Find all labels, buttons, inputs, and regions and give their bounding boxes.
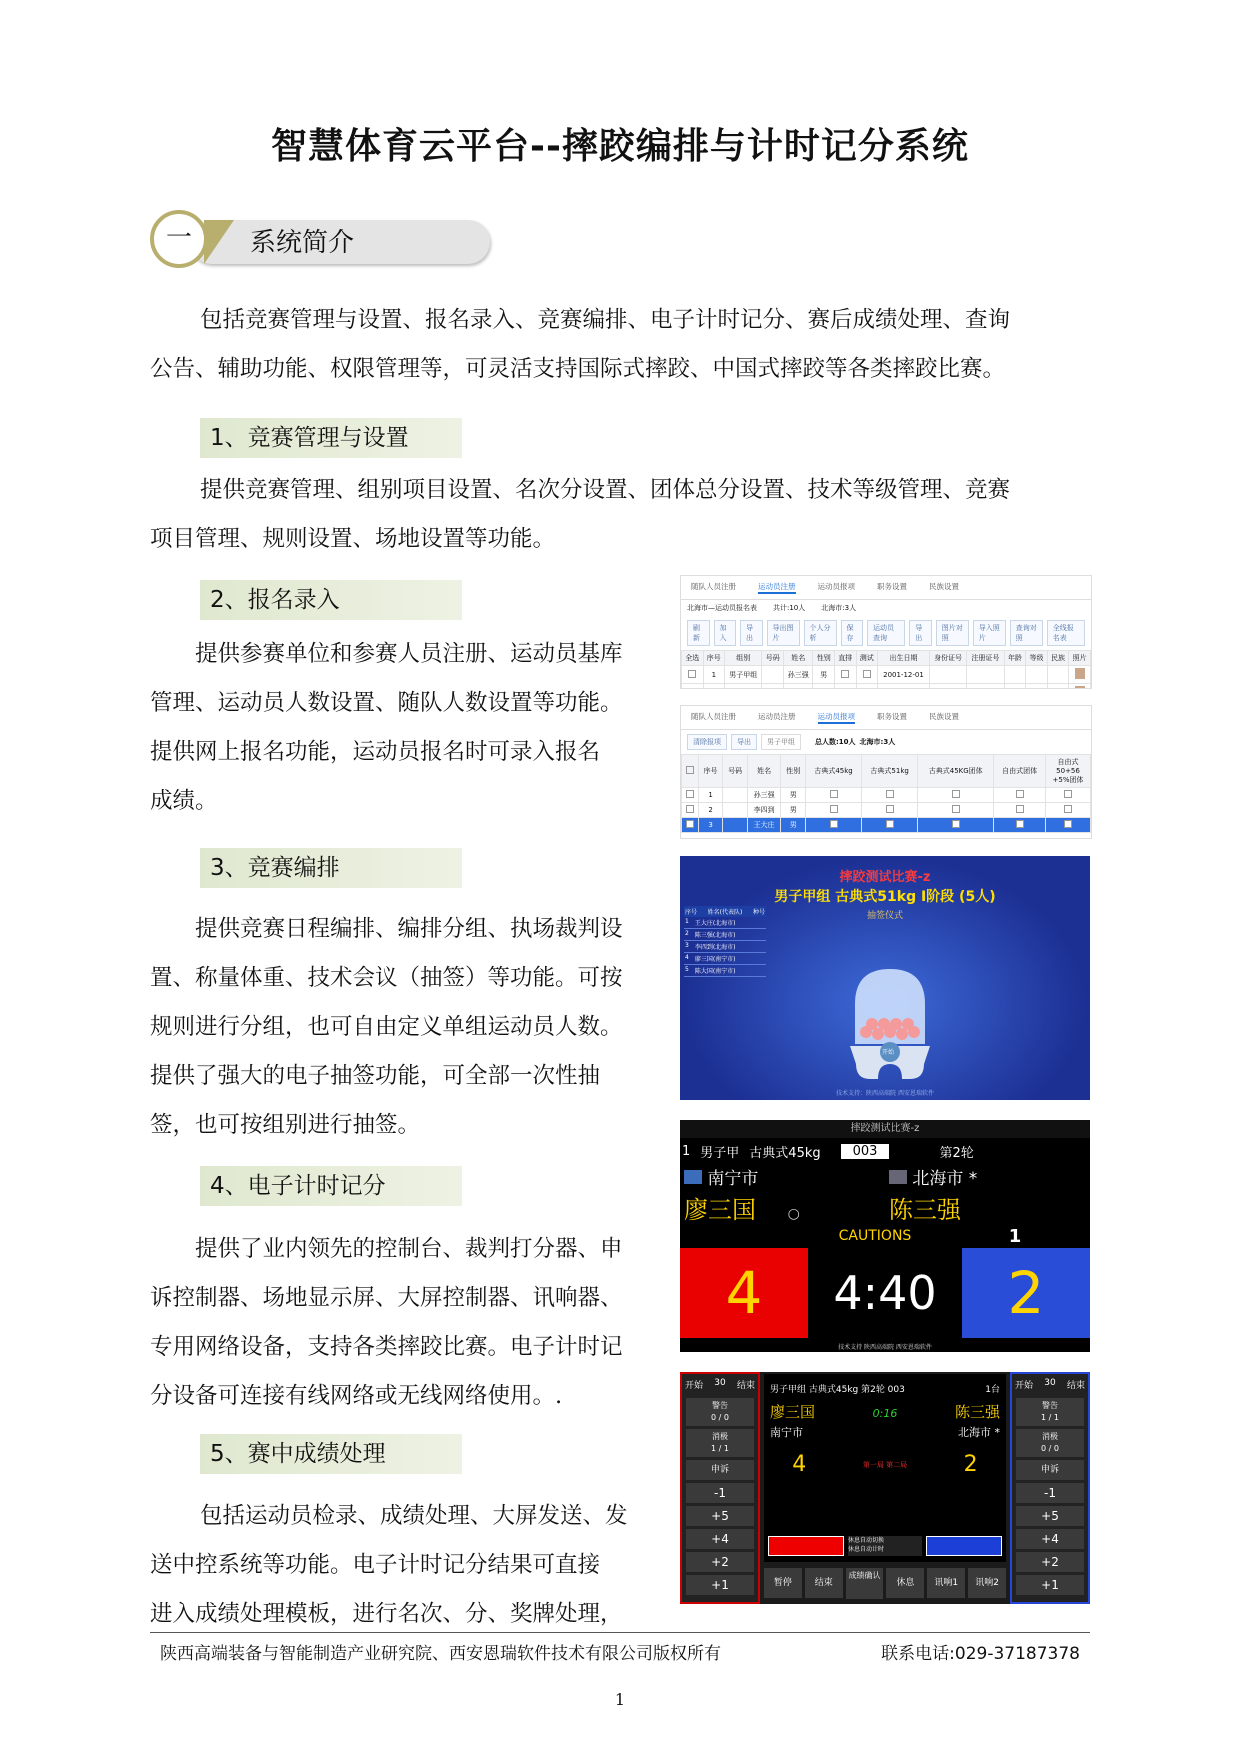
red-warning-control[interactable] bbox=[686, 1398, 754, 1426]
red-team: 南宁市 bbox=[707, 1169, 759, 1189]
blue-score-button[interactable]: +2 bbox=[1016, 1552, 1084, 1572]
red-score-button[interactable]: +4 bbox=[686, 1529, 754, 1549]
red-wrestler-cell bbox=[680, 1190, 885, 1224]
contact-phone: 联系电话:029-37187378 bbox=[881, 1644, 1080, 1664]
blue-input[interactable] bbox=[926, 1536, 1002, 1556]
entry-table bbox=[681, 754, 1091, 833]
cell: 男 bbox=[781, 788, 806, 803]
col-header: 号码 bbox=[723, 755, 748, 788]
red-score: 4 bbox=[725, 1259, 763, 1327]
entry-tabs bbox=[681, 706, 1091, 730]
cell: 1 bbox=[698, 788, 723, 803]
reg-button[interactable]: 刷新 bbox=[687, 620, 710, 646]
end-button[interactable]: 结束 bbox=[736, 1381, 755, 1391]
s3-line: 规则进行分组，也可自由定义单组运动员人数。 bbox=[150, 1014, 623, 1040]
passivity-label: 消极 bbox=[712, 1432, 728, 1441]
row-checkbox[interactable] bbox=[688, 688, 696, 690]
team-row bbox=[680, 1164, 1090, 1188]
s5-line: 送中控系统等功能。电子计时记分结果可直接 bbox=[150, 1552, 601, 1578]
entry-checkbox[interactable] bbox=[1016, 805, 1024, 813]
col-header: 直排 bbox=[835, 651, 857, 666]
draw-name: 陈大国(南宁市) bbox=[694, 968, 736, 975]
console-teams bbox=[764, 1422, 1006, 1442]
passivity-label: 消极 bbox=[1042, 1432, 1058, 1441]
subheading-2: 2、报名录入 bbox=[200, 580, 462, 620]
s4-line: 提供了业内领先的控制台、裁判打分器、申 bbox=[195, 1236, 623, 1262]
s4-line: 分设备可连接有线网络或无线网络使用。. bbox=[150, 1383, 563, 1409]
col-header: 出生日期 bbox=[878, 651, 930, 666]
entry-checkbox[interactable] bbox=[886, 805, 894, 813]
draw-no: 2 bbox=[685, 930, 689, 937]
bout-event: 古典式45kg bbox=[749, 1145, 821, 1161]
entry-city-total: 北海市:3人 bbox=[859, 738, 896, 746]
console-blue-score: 2 bbox=[963, 1452, 978, 1477]
blue-passivity-control[interactable] bbox=[1016, 1429, 1084, 1457]
machine-start-label[interactable]: 开始 bbox=[882, 1049, 895, 1056]
list-item bbox=[684, 941, 766, 953]
entry-checkbox[interactable] bbox=[1016, 820, 1024, 828]
list-header: 序号 bbox=[685, 909, 698, 916]
page-title: 智慧体育云平台--摔跤编排与计时记分系统 bbox=[271, 126, 969, 167]
table-header-row bbox=[682, 651, 1091, 666]
list-header: 姓名(代表队) bbox=[707, 909, 743, 916]
entry-checkbox[interactable] bbox=[952, 820, 960, 828]
section-banner bbox=[150, 210, 490, 270]
clear-entry-button[interactable]: 清除报项 bbox=[687, 734, 727, 750]
rest-button[interactable]: 休息 bbox=[886, 1568, 924, 1598]
s3-line: 提供了强大的电子抽签功能，可全部一次性抽 bbox=[150, 1063, 601, 1089]
cautions-label: CAUTIONS bbox=[838, 1228, 912, 1244]
draw-no: 3 bbox=[685, 942, 689, 949]
subheading-1: 1、竞赛管理与设置 bbox=[200, 418, 462, 458]
cell bbox=[723, 818, 748, 833]
athlete-photo bbox=[1075, 686, 1085, 689]
s2-line: 提供网上报名功能，运动员报名时可录入报名 bbox=[150, 739, 601, 765]
col-header: 注册证号 bbox=[967, 651, 1004, 666]
cell bbox=[813, 684, 835, 690]
cell bbox=[762, 666, 784, 684]
red-score-button[interactable]: +1 bbox=[686, 1575, 754, 1595]
pause-button[interactable]: 暂停 bbox=[764, 1568, 802, 1598]
blue-score-button[interactable]: +4 bbox=[1016, 1529, 1084, 1549]
export-button[interactable]: 导出 bbox=[731, 734, 757, 750]
rest-auto-timing[interactable]: 休息自动计时 bbox=[848, 1546, 885, 1553]
s4-line: 诉控制器、场地显示屏、大屏控制器、讯响器、 bbox=[150, 1285, 623, 1311]
col-header: 古典式45kg bbox=[806, 755, 862, 788]
col-header: 年龄 bbox=[1004, 651, 1026, 666]
tab-escort[interactable]: 随队人员注册 bbox=[691, 712, 736, 721]
table-row[interactable] bbox=[682, 803, 1091, 818]
draw-no: 1 bbox=[685, 918, 689, 925]
s3-paragraph bbox=[150, 905, 670, 1150]
reg-button[interactable]: 个人分析 bbox=[804, 620, 837, 646]
col-header: 测试 bbox=[856, 651, 878, 666]
seconds-value: 30 bbox=[1044, 1378, 1056, 1388]
scoreboard-screenshot bbox=[680, 1120, 1090, 1352]
entry-toolbar bbox=[681, 730, 1091, 754]
buzzer-1-button[interactable]: 讯响1 bbox=[927, 1568, 965, 1598]
tab-ethnic[interactable]: 民族设置 bbox=[929, 582, 959, 591]
s4-paragraph bbox=[150, 1225, 670, 1421]
reg-button[interactable]: 运动员查询 bbox=[867, 620, 905, 646]
cell: 男子甲组 bbox=[725, 666, 762, 684]
reg-toolbar bbox=[681, 616, 1091, 650]
section-label: 系统简介 bbox=[250, 228, 355, 258]
red-wrestler-name: 廖三国 bbox=[684, 1196, 756, 1224]
blue-score-panel bbox=[962, 1248, 1090, 1338]
col-header: 古典式45KG团体 bbox=[918, 755, 994, 788]
blue-score-button[interactable]: -1 bbox=[1016, 1483, 1084, 1503]
group-select[interactable]: 男子甲组 bbox=[761, 734, 801, 750]
red-team-flag-icon bbox=[684, 1170, 702, 1184]
console-mat: 1台 bbox=[985, 1385, 1000, 1395]
s4-line: 专用网络设备，支持各类摔跤比赛。电子计时记 bbox=[150, 1334, 623, 1360]
entry-checkbox[interactable] bbox=[1016, 790, 1024, 798]
draw-list bbox=[684, 906, 766, 977]
col-header: 民族 bbox=[1047, 651, 1069, 666]
draw-no: 4 bbox=[685, 954, 689, 961]
bout-info bbox=[682, 1140, 1088, 1162]
cell: 3 bbox=[698, 818, 723, 833]
reg-button[interactable]: 保存 bbox=[841, 620, 864, 646]
red-timer-controls bbox=[682, 1374, 758, 1395]
reg-total: 共计:10人 bbox=[773, 604, 806, 612]
row-checkbox[interactable] bbox=[686, 820, 694, 828]
reg-form-title: 北海市—运动员报名表 bbox=[687, 604, 757, 612]
col-header: 序号 bbox=[703, 651, 725, 666]
blue-team-flag-icon bbox=[889, 1170, 907, 1184]
table-row[interactable] bbox=[682, 684, 1091, 690]
confirm-result-button[interactable]: 成绩确认 bbox=[846, 1568, 884, 1599]
col-header: 自由式50+56 +5%团体 bbox=[1046, 755, 1091, 788]
entry-checkbox[interactable] bbox=[952, 805, 960, 813]
col-header: 号码 bbox=[762, 651, 784, 666]
list-item bbox=[684, 929, 766, 941]
cell: 1 bbox=[703, 666, 725, 684]
console-scores bbox=[764, 1442, 1006, 1477]
reg-tabs bbox=[681, 576, 1091, 600]
cell: 2001-12-01 bbox=[878, 666, 930, 684]
entry-checkbox[interactable] bbox=[830, 805, 838, 813]
row-checkbox[interactable] bbox=[686, 805, 694, 813]
col-header: 姓名 bbox=[747, 755, 781, 788]
start-button[interactable]: 开始 bbox=[1015, 1381, 1034, 1391]
page-footer bbox=[150, 1632, 1090, 1664]
console-timer: 0:16 bbox=[872, 1407, 898, 1420]
page-number: 1 bbox=[614, 1690, 626, 1709]
table-row[interactable] bbox=[682, 666, 1091, 684]
s5-line: 进入成绩处理模板，进行名次、分、奖牌处理， bbox=[150, 1601, 623, 1627]
cell bbox=[762, 684, 784, 690]
entry-screenshot bbox=[680, 705, 1092, 839]
blue-team: 北海市 * bbox=[912, 1169, 978, 1189]
entry-checkbox[interactable] bbox=[886, 820, 894, 828]
red-control-panel bbox=[680, 1372, 760, 1604]
col-header: 自由式团体 bbox=[994, 755, 1046, 788]
bout-group: 男子甲 bbox=[700, 1145, 740, 1161]
draw-footer: 技术支持：陕西高端院 西安恩瑞软件 bbox=[836, 1090, 934, 1097]
s1-paragraph bbox=[150, 466, 1090, 564]
rest-auto-switch[interactable]: 休息自动切换 bbox=[848, 1537, 885, 1544]
blue-timer-controls bbox=[1012, 1374, 1088, 1395]
seconds-value: 30 bbox=[714, 1378, 726, 1388]
entry-checkbox[interactable] bbox=[1064, 790, 1072, 798]
reg-button[interactable]: 全线报名表 bbox=[1047, 620, 1085, 646]
warning-label: 警告 bbox=[1042, 1401, 1058, 1410]
console-bottom-buttons bbox=[764, 1568, 1006, 1598]
s3-line: 签，也可按组别进行抽签。 bbox=[150, 1112, 421, 1138]
console-names bbox=[764, 1395, 1006, 1422]
blue-score: 2 bbox=[1007, 1259, 1045, 1327]
console-screenshot bbox=[680, 1372, 1090, 1604]
cell bbox=[723, 803, 748, 818]
col-header: 序号 bbox=[698, 755, 723, 788]
tab-duty[interactable]: 职务设置 bbox=[877, 712, 907, 721]
entry-checkbox[interactable] bbox=[886, 790, 894, 798]
tab-athlete-entry[interactable]: 运动员报项 bbox=[818, 711, 856, 724]
col-header: 姓名 bbox=[784, 651, 813, 666]
col-header: 全选 bbox=[682, 651, 704, 666]
reg-button[interactable]: 导入照片 bbox=[973, 620, 1006, 646]
cell: 王大庄 bbox=[747, 818, 781, 833]
match-timer: 4:40 bbox=[833, 1266, 937, 1320]
cell: 孙三强 bbox=[747, 788, 781, 803]
console-red-name: 廖三国 bbox=[770, 1403, 816, 1421]
draw-caption: 抽签仪式 bbox=[866, 911, 903, 921]
reg-button[interactable]: 加入 bbox=[714, 620, 737, 646]
s3-line: 置、称量体重、技术会议（抽签）等功能。可按 bbox=[150, 965, 623, 991]
console-input-row bbox=[764, 1536, 1006, 1556]
warning-value: 0 / 0 bbox=[711, 1413, 729, 1422]
cell: 孙三强 bbox=[784, 666, 813, 684]
bout-number: 003 bbox=[841, 1144, 890, 1159]
reg-city-total: 北海市:3人 bbox=[821, 604, 857, 612]
cell bbox=[878, 684, 930, 690]
start-button[interactable]: 开始 bbox=[685, 1381, 704, 1391]
subheading-3: 3、竞赛编排 bbox=[200, 848, 462, 888]
s1-line: 项目管理、规则设置、场地设置等功能。 bbox=[150, 526, 556, 552]
registration-screenshot bbox=[680, 575, 1092, 689]
draw-list-header bbox=[684, 906, 766, 917]
col-header: 组别 bbox=[725, 651, 762, 666]
reg-button[interactable]: 导出 bbox=[740, 620, 763, 646]
cell: 李四到 bbox=[747, 803, 781, 818]
cell-checkbox[interactable] bbox=[863, 670, 871, 678]
console-bout: 男子甲组 古典式45kg 第2轮 003 bbox=[770, 1385, 905, 1395]
section-number: 一 bbox=[150, 210, 208, 268]
s5-paragraph bbox=[150, 1492, 670, 1639]
cell: 男 bbox=[813, 666, 835, 684]
row-checkbox[interactable] bbox=[686, 790, 694, 798]
list-item bbox=[684, 917, 766, 929]
tab-duty[interactable]: 职务设置 bbox=[877, 582, 907, 591]
reg-button[interactable]: 导出图片 bbox=[767, 620, 800, 646]
blue-team-cell bbox=[885, 1164, 1090, 1188]
tab-ethnic[interactable]: 民族设置 bbox=[929, 712, 959, 721]
blue-control-panel bbox=[1010, 1372, 1090, 1604]
intro-line: 包括竞赛管理与设置、报名录入、竞赛编排、电子计时记分、赛后成绩处理、查询 bbox=[200, 307, 1011, 333]
entry-checkbox[interactable] bbox=[1064, 820, 1072, 828]
col-header: 古典式51kg bbox=[862, 755, 918, 788]
col-header: 性别 bbox=[781, 755, 806, 788]
scoreboard-footer: 技术支持 陕西高端院 西安恩瑞软件 bbox=[838, 1344, 932, 1351]
col-header: 等级 bbox=[1026, 651, 1048, 666]
reg-button[interactable]: 图片对照 bbox=[936, 620, 969, 646]
subheading-4: 4、电子计时记分 bbox=[200, 1166, 462, 1206]
entry-checkbox[interactable] bbox=[830, 790, 838, 798]
blue-score-button[interactable]: +1 bbox=[1016, 1575, 1084, 1595]
intro-paragraph bbox=[150, 296, 1090, 394]
s2-paragraph bbox=[150, 630, 670, 826]
cell: 男 bbox=[781, 803, 806, 818]
entry-checkbox[interactable] bbox=[952, 790, 960, 798]
list-header: 种号 bbox=[752, 909, 765, 916]
warning-label: 警告 bbox=[712, 1401, 728, 1410]
col-header: 身份证号 bbox=[929, 651, 966, 666]
table-row[interactable] bbox=[682, 788, 1091, 803]
draw-no: 5 bbox=[685, 966, 689, 973]
warning-value: 1 / 1 bbox=[1041, 1413, 1059, 1422]
s5-line: 包括运动员检录、成绩处理、大屏发送、发 bbox=[200, 1503, 628, 1529]
mat-number: 1 bbox=[682, 1143, 691, 1159]
end-button[interactable]: 结束 bbox=[1066, 1381, 1085, 1391]
s3-line: 提供竞赛日程编排、编排分组、执场裁判设 bbox=[195, 916, 623, 942]
console-blue-name: 陈三强 bbox=[954, 1403, 1000, 1421]
list-item bbox=[684, 953, 766, 965]
name-row bbox=[680, 1190, 1090, 1224]
cell bbox=[784, 684, 813, 690]
console-blue-team: 北海市 * bbox=[958, 1426, 1000, 1439]
red-input[interactable] bbox=[768, 1536, 844, 1556]
banner-accent bbox=[204, 220, 234, 264]
draw-subtitle: 男子甲组 古典式51kg Ⅰ阶段 (5人) bbox=[774, 889, 996, 905]
cell-checkbox[interactable] bbox=[841, 670, 849, 678]
s2-line: 管理、运动员人数设置、随队人数设置等功能。 bbox=[150, 690, 623, 716]
reg-table bbox=[681, 650, 1091, 689]
red-team-cell bbox=[680, 1164, 885, 1188]
console-red-team: 南宁市 bbox=[770, 1426, 803, 1439]
draw-screenshot bbox=[680, 856, 1090, 1100]
entry-checkbox[interactable] bbox=[830, 820, 838, 828]
s1-line: 提供竞赛管理、组别项目设置、名次分设置、团体总分设置、技术等级管理、竞赛 bbox=[200, 477, 1011, 503]
reg-button[interactable]: 导出 bbox=[909, 620, 932, 646]
console-red-score: 4 bbox=[792, 1452, 807, 1477]
intro-line: 公告、辅助功能、权限管理等，可灵活支持国际式摔跤、中国式摔跤等各类摔跤比赛。 bbox=[150, 356, 1006, 382]
s2-line: 提供参赛单位和参赛人员注册、运动员基库 bbox=[195, 641, 623, 667]
cell: 男 bbox=[781, 818, 806, 833]
console-bout-info bbox=[764, 1374, 1006, 1395]
blue-wrestler-name: 陈三强 bbox=[889, 1196, 961, 1224]
circle-icon: ○ bbox=[787, 1206, 800, 1222]
console-period: 第一局 第二局 bbox=[862, 1460, 908, 1469]
entry-checkbox[interactable] bbox=[1064, 805, 1072, 813]
end-match-button[interactable]: 结束 bbox=[805, 1568, 843, 1598]
red-score-button[interactable]: +5 bbox=[686, 1506, 754, 1526]
copyright: 陕西高端装备与智能制造产业研究院、西安恩瑞软件技术有限公司版权所有 bbox=[160, 1644, 721, 1664]
red-appeal-button[interactable]: 申诉 bbox=[686, 1460, 754, 1480]
s2-line: 成绩。 bbox=[150, 788, 218, 814]
draw-name: 廖三国(南宁市) bbox=[694, 956, 736, 963]
red-score-button[interactable]: +2 bbox=[686, 1552, 754, 1572]
blue-score-button[interactable]: +5 bbox=[1016, 1506, 1084, 1526]
reg-info bbox=[681, 600, 1091, 616]
col-header: 照片 bbox=[1069, 651, 1091, 666]
passivity-value: 1 / 1 bbox=[711, 1444, 729, 1453]
blue-warning-control[interactable] bbox=[1016, 1398, 1084, 1426]
cell: 2 bbox=[698, 803, 723, 818]
col-header: 性别 bbox=[813, 651, 835, 666]
tab-athlete-register[interactable]: 运动员注册 bbox=[758, 712, 796, 721]
subheading-5: 5、赛中成绩处理 bbox=[200, 1434, 462, 1474]
cell-checkbox[interactable] bbox=[863, 688, 871, 690]
bout-round: 第2轮 bbox=[939, 1145, 974, 1161]
table-header-row bbox=[682, 755, 1091, 788]
blue-appeal-button[interactable]: 申诉 bbox=[1016, 1460, 1084, 1480]
list-item bbox=[684, 965, 766, 977]
buzzer-2-button[interactable]: 讯响2 bbox=[968, 1568, 1006, 1598]
cautions-count: 1 bbox=[1008, 1226, 1022, 1247]
table-row-selected[interactable] bbox=[682, 818, 1091, 833]
tab-escort[interactable]: 随队人员注册 bbox=[691, 582, 736, 591]
cell bbox=[703, 684, 725, 690]
draw-name: 李四到(北海市) bbox=[694, 944, 736, 951]
red-passivity-control[interactable] bbox=[686, 1429, 754, 1457]
row-checkbox[interactable] bbox=[688, 670, 696, 678]
cell bbox=[725, 684, 762, 690]
draw-name: 陈三强(北海市) bbox=[694, 932, 736, 939]
console-display bbox=[764, 1374, 1006, 1562]
select-all-checkbox[interactable] bbox=[686, 766, 694, 774]
scoreboard-title: 摔跤测试比赛-z bbox=[680, 1120, 1090, 1138]
red-score-button[interactable]: -1 bbox=[686, 1483, 754, 1503]
tab-athlete-entry[interactable]: 运动员报项 bbox=[817, 582, 855, 591]
lottery-machine-icon bbox=[840, 964, 940, 1084]
rest-options bbox=[848, 1536, 922, 1556]
athlete-photo bbox=[1075, 668, 1085, 679]
red-score-panel bbox=[680, 1248, 808, 1338]
passivity-value: 0 / 0 bbox=[1041, 1444, 1059, 1453]
reg-button[interactable]: 查询对照 bbox=[1010, 620, 1043, 646]
cell bbox=[723, 788, 748, 803]
entry-total: 总人数:10人 bbox=[815, 738, 856, 746]
draw-title: 摔跤测试比赛-z bbox=[839, 870, 931, 885]
tab-athlete-register[interactable]: 运动员注册 bbox=[758, 581, 796, 594]
draw-name: 王大庄(北海市) bbox=[694, 920, 736, 927]
cell-checkbox[interactable] bbox=[841, 688, 849, 690]
